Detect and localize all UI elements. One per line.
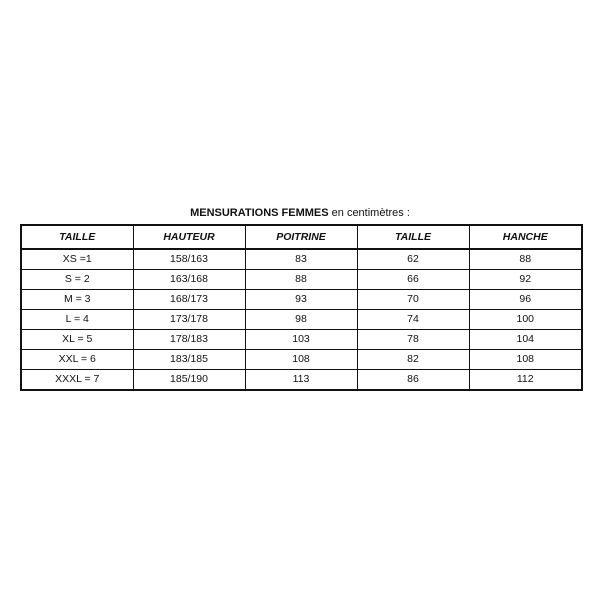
cell-height: 178/183 — [133, 330, 245, 350]
cell-height: 183/185 — [133, 350, 245, 370]
cell-hip: 108 — [469, 350, 582, 370]
cell-height: 163/168 — [133, 270, 245, 290]
cell-chest: 108 — [245, 350, 357, 370]
chart-title-main: MENSURATIONS FEMMES — [190, 207, 329, 219]
chart-title-unit: en centimètres : — [328, 207, 410, 219]
table-row — [21, 310, 582, 330]
cell-waist: 86 — [357, 370, 469, 391]
cell-chest: 88 — [245, 270, 357, 290]
cell-hip: 92 — [469, 270, 582, 290]
chart-title — [20, 206, 580, 220]
cell-chest: 83 — [245, 249, 357, 270]
cell-hip: 104 — [469, 330, 582, 350]
header-hanche: HANCHE — [469, 225, 582, 249]
cell-height: 173/178 — [133, 310, 245, 330]
cell-waist: 74 — [357, 310, 469, 330]
cell-waist: 70 — [357, 290, 469, 310]
cell-size: XS =1 — [21, 249, 133, 270]
cell-hip: 112 — [469, 370, 582, 391]
cell-chest: 103 — [245, 330, 357, 350]
header-poitrine: POITRINE — [245, 225, 357, 249]
cell-waist: 78 — [357, 330, 469, 350]
cell-size: L = 4 — [21, 310, 133, 330]
table-row — [21, 370, 582, 391]
header-taille-size: TAILLE — [21, 225, 133, 249]
cell-waist: 82 — [357, 350, 469, 370]
cell-height: 158/163 — [133, 249, 245, 270]
table-header-row — [21, 225, 582, 249]
cell-hip: 96 — [469, 290, 582, 310]
header-taille-waist: TAILLE — [357, 225, 469, 249]
cell-chest: 93 — [245, 290, 357, 310]
cell-waist: 62 — [357, 249, 469, 270]
cell-height: 168/173 — [133, 290, 245, 310]
cell-height: 185/190 — [133, 370, 245, 391]
measurements-table — [20, 224, 583, 391]
cell-size: XXL = 6 — [21, 350, 133, 370]
table-row — [21, 290, 582, 310]
cell-size: XXXL = 7 — [21, 370, 133, 391]
cell-waist: 66 — [357, 270, 469, 290]
cell-chest: 113 — [245, 370, 357, 391]
table-row — [21, 330, 582, 350]
cell-hip: 100 — [469, 310, 582, 330]
header-hauteur: HAUTEUR — [133, 225, 245, 249]
table-row — [21, 270, 582, 290]
cell-chest: 98 — [245, 310, 357, 330]
cell-size: XL = 5 — [21, 330, 133, 350]
table-row — [21, 350, 582, 370]
table-row — [21, 249, 582, 270]
cell-size: M = 3 — [21, 290, 133, 310]
cell-size: S = 2 — [21, 270, 133, 290]
cell-hip: 88 — [469, 249, 582, 270]
